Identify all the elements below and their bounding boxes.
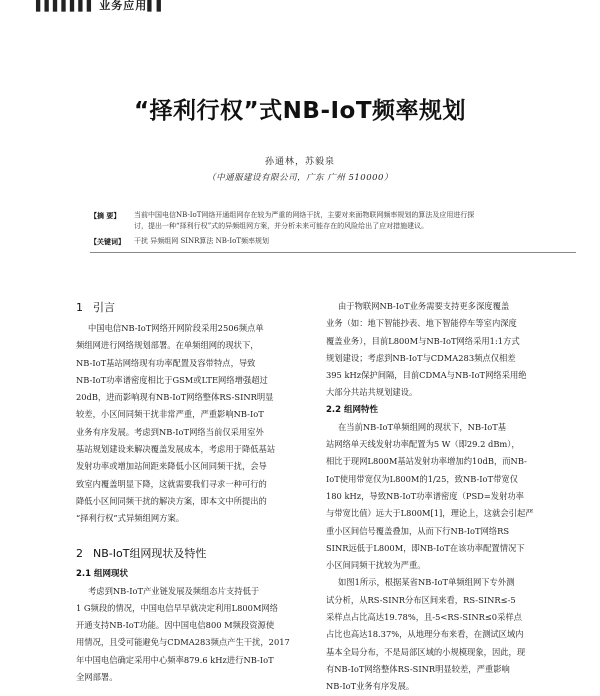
body-line: 较差，小区间同频干扰非常严重，严重影响NB-IoT [76,409,264,420]
keywords-block [90,236,570,247]
body-line: 占比也高达18.37%，从地理分布来看，在测试区域内 [326,629,524,640]
body-line: 年中国电信确定采用中心频率879.6 kHz进行NB-IoT [76,654,274,665]
body-line: 降低小区间同频干扰的解决方案，即本文中所提出的 [76,495,267,506]
body-line: NB-IoT功率谱密度相比于GSM或LTE网络增强超过 [76,374,268,385]
body-line: 20dB，进而影响现有NB-IoT网络整体RS-SINR明显 [76,392,274,403]
body-line: IoT使用带宽仅为L800M的1/25，致NB-IoT带宽仅 [326,473,518,484]
left-column [76,298,312,686]
author-affiliation: （中通服建设有限公司，广东 广州 510000） [207,173,393,183]
body-line: 如图1所示，根据某省NB-IoT单频组网下专外测 [338,577,515,588]
article-authors: 孙通林，苏毅泉 [264,157,335,167]
body-line: 大部分共站共规划建设。 [326,387,418,398]
body-line: 基站规划建设来解决覆盖发展成本，考虑用于降低基站 [76,444,276,455]
body-line: 业务有序发展。考虑到NB-IoT网络当前仅采用室外 [76,426,264,437]
body-line: 频组网进行网络规划部署。在单频组网的现状下， [76,340,259,351]
body-line: 相比于现网L800M基站发射功率增加约10dB，而NB- [326,456,527,467]
abstract-label: 【摘 要】 [90,211,121,220]
body-line: 业务（如：地下智能抄表、地下智能停车等室内深度 [326,318,517,329]
keywords-label: 【关键词】 [90,237,125,246]
right-column [326,298,562,696]
body-line: SINR远低于L800M，即NB-IoT在该功率配置情况下 [326,542,525,553]
body-line: 用情况，且受可能避免与CDMA283频点产生干扰，2017 [76,637,290,648]
body-line: 试分析，从RS-SINR分布区间来看，RS-SINR≤-5 [326,594,516,605]
body-line: 1 G频段的情况，中国电信早早就决定利用L800M网络 [76,602,279,613]
subsection-2-1-title: 2.1 组网现状 [76,568,129,579]
body-line: 与带宽比值）远大于L800M[1]，理论上，这就会引起严 [326,508,534,519]
section-2-heading [76,544,312,564]
body-line: 有NB-IoT网络整体RS-SINR明显较差，严重影响 [326,663,510,674]
section-1-number: 1 [76,301,83,314]
section-1-title: 引言 [93,301,115,314]
body-line: 中国电信NB-IoT网络开网阶段采用2506频点单 [88,323,264,333]
header-section-label: 业务应用▌▌ [99,0,167,12]
body-line: 395 kHz保护间隔，目前CDMA与NB-IoT网络采用绝 [326,370,527,381]
body-line: “择利行权”式异频组网方案。 [76,513,185,524]
body-line: 规划建设；考虑到NB-IoT与CDMA283频点仅相差 [326,352,516,363]
body-line: 180 kHz，导致NB-IoT功率谱密度（PSD=发射功率 [326,490,524,501]
body-line: NB-IoT业务有序发展。 [326,681,415,692]
article-title: “择利行权”式NB-IoT频率规划 [133,98,467,124]
section-2-title: NB-IoT组网现状及特性 [93,546,207,560]
body-line: NB-IoT基站网络现有功率配置及容带特点，导致 [76,357,256,368]
abstract-line: 讨，提出一种“择利行权”式的异频组网方案，并分析未来可能存在的风险给出了应对措施建议。 [134,222,429,230]
body-line: 重小区间信号覆盖叠加，从而下行NB-IoT网络RS [326,525,510,536]
body-line: 基本全局分布，不是局部区域的小规模现象，因此，现 [326,646,526,657]
section-header [36,0,166,12]
keywords-text: 干扰 异频组网 SINR算法 NB-IoT频率规划 [134,237,270,245]
subsection-2-2-title: 2.2 组网特性 [326,404,379,415]
body-line: 开通支持NB-IoT功能。因中国电信800 M频段资源使 [76,620,275,631]
abstract-line: 当前中国电信NB-IoT网络开通组网存在较为严重的网络干扰，主要对来面物联网频率规划的算法及应用进行探 [134,211,475,219]
body-line: 站网络单天线发射功率配置为5 W（即29.2 dBm）， [326,439,520,450]
body-line: 由于物联网NB-IoT业务需要支持更多深度覆盖 [338,301,510,311]
section-2-number: 2 [76,546,83,560]
body-line: 采样点占比高达19.78%，且-5<RS-SINR≤0采样点 [326,612,522,623]
header-bars-decoration: ▌▌▌▌▌▌▌ [36,0,96,12]
body-line: 覆盖业务），目前L800M与NB-IoT网络采用1:1方式 [326,335,520,346]
header-divider [90,252,576,253]
body-line: 小区间同频干扰较为严重。 [326,560,426,571]
body-line: 在当前NB-IoT单频组网的现状下，NB-IoT基 [338,421,507,432]
body-line: 致室内覆盖明显下降，这就需要我们寻求一种可行的 [76,478,267,489]
body-line: 考虑到NB-IoT产业链发展及频组态片支持低于 [88,585,260,596]
body-line: 发射功率或增加站间距来降低小区间同频干扰，会导 [76,461,267,472]
abstract-block [90,210,570,232]
body-line: 全网部署。 [76,672,118,683]
section-1-heading [76,298,312,318]
